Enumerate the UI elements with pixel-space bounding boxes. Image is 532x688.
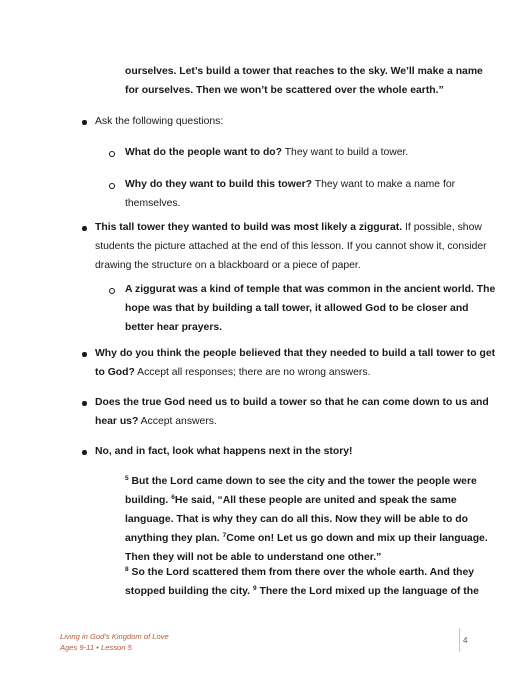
ziggurat-explanation: A ziggurat was a kind of temple that was common in the ancient world. The hope was that by building a tall tower, it allowed God to be closer and better hear prayers. [125,284,496,333]
footer-ages-lesson: Ages 9-11 • Lesson 5 [60,643,132,652]
bullet-why-people: Why do you think the people believed that they needed to build a tall tower to get to God? Accept all responses; there are no wrong answers. [95,348,496,378]
footer-divider [459,628,460,652]
bullet-dot [82,226,87,231]
footer-title: Living in God’s Kingdom of Love [60,632,169,641]
question-1: What do the people want to do? They want to build a tower. [125,147,409,158]
page-footer [60,631,169,653]
scripture-verses-5-7: $^5$ But the Lord came down to see the city and the tower the people were building. $^6$He said, “All these people are united and speak the same language. That is why they can do all this. Now they will be able to do anything they plan. $^7$Come on! Let us go down and mix up their language. Then they will not be able to understand one other.” [125,475,488,563]
scripture-verses-8-9: $^8$ So the Lord scattered them from there over the whole earth. And they stopped building the city. $^9$ There the Lord mixed up the language of the [125,566,479,597]
page-number: 4 [463,636,468,645]
bullet-dot [82,120,87,125]
sub-bullet-circle [109,288,115,294]
bullet-what-happens: No, and in fact, look what happens next in the story! [95,446,353,457]
quote-continuation: ourselves. Let’s build a tower that reaches to the sky. We’ll make a name for ourselves. Then we won’t be scattered over the whole earth.” [125,66,483,96]
bullet-dot [82,450,87,455]
bullet-dot [82,352,87,357]
bullet-true-god: Does the true God need us to build a tower so that he can come down to us and hear us? Accept answers. [95,397,489,427]
question-2: Why do they want to build this tower? They want to make a name for themselves. [125,179,456,209]
sub-bullet-circle [109,183,115,189]
bullet-dot [82,401,87,406]
bullet-ziggurat: This tall tower they wanted to build was most likely a ziggurat. If possible, show students the picture attached at the end of this lesson. If you cannot show it, consider drawing the structure on a blackboard or a piece of paper. [95,222,487,271]
bullet-ask-questions: Ask the following questions: [95,116,224,127]
sub-bullet-circle [109,151,115,157]
